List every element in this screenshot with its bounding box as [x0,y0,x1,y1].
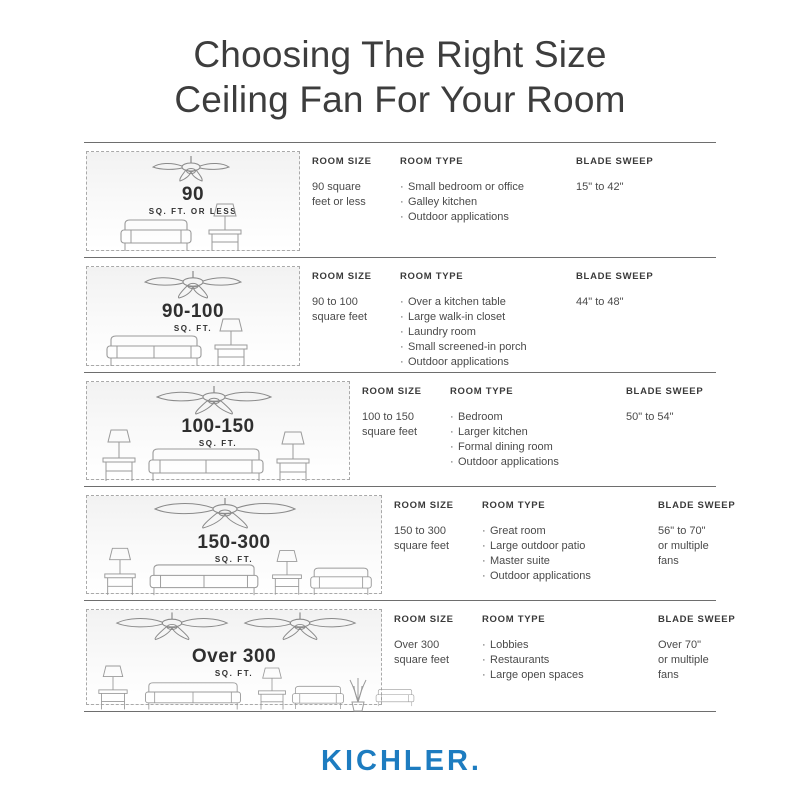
illustration-frame [86,609,382,705]
row-details [354,373,716,486]
column-blade-sweep [626,386,716,472]
list-item: · Small bedroom or office [400,180,568,195]
list-item: · Small screened-in porch [400,340,568,355]
list-item: · Outdoor applications [400,355,568,370]
size-label-main: 90 [181,184,205,206]
lamp-table-icon [269,550,305,598]
room-illustration-over-300 [84,601,386,711]
lamp-table-icon [273,432,313,484]
ceiling-fan-icon [237,612,363,640]
size-label-sub: SQ. FT. [173,324,213,334]
ceiling-fan-icon [135,271,251,299]
column-room-size [312,156,400,243]
table-row [84,372,716,486]
column-header-room-size: ROOM SIZE [312,156,372,168]
room-size-value: 90 square feet or less [312,181,366,209]
table-row [84,486,736,600]
size-label-main: 150-300 [197,532,271,554]
list-item: · Larger kitchen [450,425,618,440]
column-room-type [482,614,658,697]
lamp-table-icon [101,548,139,598]
illustration-frame [86,151,300,251]
room-type-list [482,524,650,584]
lamp-table-icon [211,319,251,369]
list-item: · Outdoor applications [400,210,568,225]
size-label [87,301,299,333]
room-illustration-90-100 [84,258,304,372]
lamp-table-icon [205,204,245,254]
column-header-room-type: ROOM TYPE [450,386,514,398]
room-type-list [482,638,650,683]
row-details [304,143,716,257]
column-header-blade-sweep: BLADE SWEEP [576,271,654,283]
size-label-main: 90-100 [161,301,225,323]
ceiling-fan-icon [141,156,241,182]
brand-logo-mark: . [470,745,479,777]
plant-icon [345,676,371,712]
column-room-size [362,386,450,472]
column-room-type [450,386,626,472]
lamp-table-icon [99,430,139,484]
column-header-room-type: ROOM TYPE [400,156,464,168]
sofa-icon [135,682,251,712]
column-header-blade-sweep: BLADE SWEEP [658,614,736,626]
room-type-list [450,410,618,470]
column-header-room-type: ROOM TYPE [400,271,464,283]
room-size-value: 150 to 300 square feet [394,525,450,553]
armchair-icon [309,566,373,598]
column-header-room-type: ROOM TYPE [482,500,546,512]
column-header-room-size: ROOM SIZE [394,500,454,512]
column-blade-sweep [576,156,716,243]
size-label [87,184,299,216]
table-row [84,600,736,712]
title-line-2: Ceiling Fan For Your Room [174,79,626,121]
room-type-list [400,295,568,370]
size-label-sub: SQ. FT. OR LESS [148,207,238,217]
title-line-1: Choosing The Right Size [193,34,607,75]
room-size-value: Over 300 square feet [394,639,450,667]
size-label-sub: SQ. FT. [198,439,238,449]
column-blade-sweep [658,614,743,697]
blade-sweep-value: 44" to 48" [576,296,624,309]
table-row [84,142,716,257]
list-item: · Master suite [482,554,650,569]
size-guide-table [0,142,800,712]
armchair-icon [291,684,345,712]
lamp-table-icon [255,668,289,712]
row-details [386,601,743,711]
column-blade-sweep [576,271,716,358]
sofa-icon [145,564,263,598]
armchair-icon [375,684,415,712]
column-header-blade-sweep: BLADE SWEEP [658,500,736,512]
column-header-room-size: ROOM SIZE [312,271,372,283]
room-illustration-100-150 [84,373,354,486]
illustration-frame [86,266,300,366]
size-label-main: 100-150 [181,416,255,438]
footer [0,745,800,778]
sofa-icon [105,335,203,369]
brand-logo [321,745,479,778]
column-room-type [482,500,658,586]
room-type-list [400,180,568,225]
page-title [0,0,800,122]
list-item: · Outdoor applications [450,455,618,470]
list-item: · Galley kitchen [400,195,568,210]
size-label-main: Over 300 [191,646,277,668]
sofa-icon [147,448,265,484]
ceiling-fan-icon [149,498,301,528]
table-row [84,257,716,372]
size-label-sub: SQ. FT. [214,669,254,679]
list-item: · Lobbies [482,638,650,653]
list-item: · Great room [482,524,650,539]
column-blade-sweep [658,500,743,586]
list-item: · Laundry room [400,325,568,340]
room-illustration-150-300 [84,487,386,600]
room-size-value: 100 to 150 square feet [362,411,418,439]
blade-sweep-value: Over 70" or multiple fans [658,639,709,682]
list-item: · Formal dining room [450,440,618,455]
room-size-value: 90 to 100 square feet [312,296,368,324]
blade-sweep-value: 50" to 54" [626,411,674,424]
column-header-blade-sweep: BLADE SWEEP [576,156,654,168]
list-item: · Restaurants [482,653,650,668]
brand-logo-text: KICHLER [321,745,471,777]
column-header-room-size: ROOM SIZE [362,386,422,398]
illustration-frame [86,495,382,594]
column-header-room-size: ROOM SIZE [394,614,454,626]
illustration-frame [86,381,350,480]
row-details [386,487,743,600]
list-item: · Bedroom [450,410,618,425]
room-illustration-90 [84,143,304,257]
armchair-icon [119,218,193,254]
column-room-type [400,156,576,243]
size-label-sub: SQ. FT. [214,555,254,565]
ceiling-fan-icon [109,612,235,640]
ceiling-fan-icon [149,386,279,414]
column-header-blade-sweep: BLADE SWEEP [626,386,704,398]
column-room-type [400,271,576,369]
lamp-table-icon [95,666,131,712]
column-room-size [394,500,482,586]
row-details [304,258,716,372]
list-item: · Over a kitchen table [400,295,568,310]
blade-sweep-value: 15" to 42" [576,181,624,194]
column-header-room-type: ROOM TYPE [482,614,546,626]
column-room-size [312,271,400,358]
list-item: · Large open spaces [482,668,650,683]
list-item: · Large outdoor patio [482,539,650,554]
list-item: · Outdoor applications [482,569,650,584]
list-item: · Large walk-in closet [400,310,568,325]
blade-sweep-value: 56" to 70" or multiple fans [658,525,709,568]
size-label [87,646,381,678]
